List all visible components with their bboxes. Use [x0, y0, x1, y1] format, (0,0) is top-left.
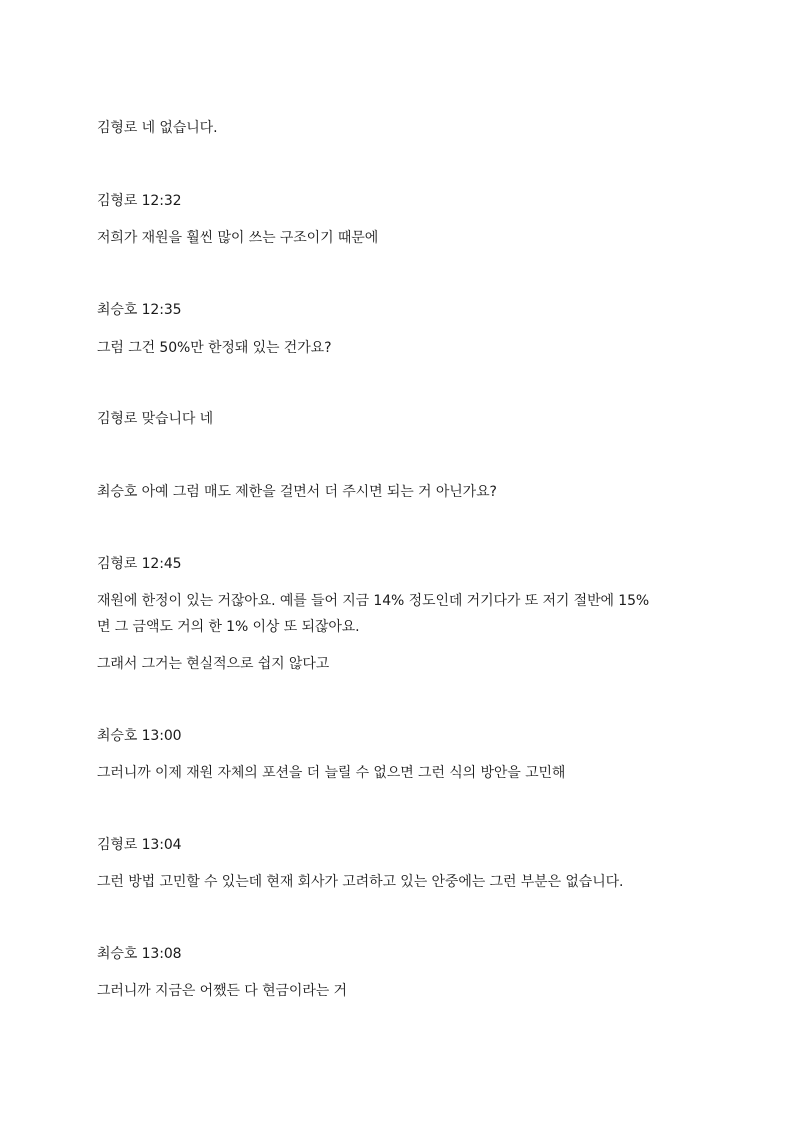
transcript-line: 그럼 그건 50%만 한정돼 있는 건가요?: [97, 340, 332, 356]
transcript-line: 김형로 맞습니다 네: [97, 411, 214, 427]
transcript-line: 저희가 재원을 훨씬 많이 쓰는 구조이기 때문에: [97, 230, 379, 246]
speaker-timestamp: 김형로 13:04: [97, 837, 182, 853]
speaker-timestamp: 김형로 12:45: [97, 556, 182, 572]
transcript-line: 최승호 아예 그럼 매도 제한을 걸면서 더 주시면 되는 거 아닌가요?: [97, 484, 497, 500]
speaker-timestamp: 최승호 12:35: [97, 302, 182, 318]
speaker-timestamp: 최승호 13:08: [97, 946, 182, 962]
transcript-line: 그래서 그거는 현실적으로 쉽지 않다고: [97, 656, 330, 672]
transcript-line: 재원에 한정이 있는 거잖아요. 예를 들어 지금 14% 정도인데 거기다가 또 저기 절반에 15%: [97, 593, 650, 609]
transcript-line: 그러니까 이제 재원 자체의 포션을 더 늘릴 수 없으면 그런 식의 방안을 고민해: [97, 765, 566, 781]
speaker-timestamp: 김형로 12:32: [97, 193, 182, 209]
transcript-line: 김형로 네 없습니다.: [97, 120, 218, 136]
transcript-line: 그러니까 지금은 어쨌든 다 현금이라는 거: [97, 983, 347, 999]
transcript-line: 그런 방법 고민할 수 있는데 현재 회사가 고려하고 있는 안중에는 그런 부분은 없습니다.: [97, 874, 624, 890]
speaker-timestamp: 최승호 13:00: [97, 728, 182, 744]
transcript-line: 면 그 금액도 거의 한 1% 이상 또 되잖아요.: [97, 619, 360, 635]
